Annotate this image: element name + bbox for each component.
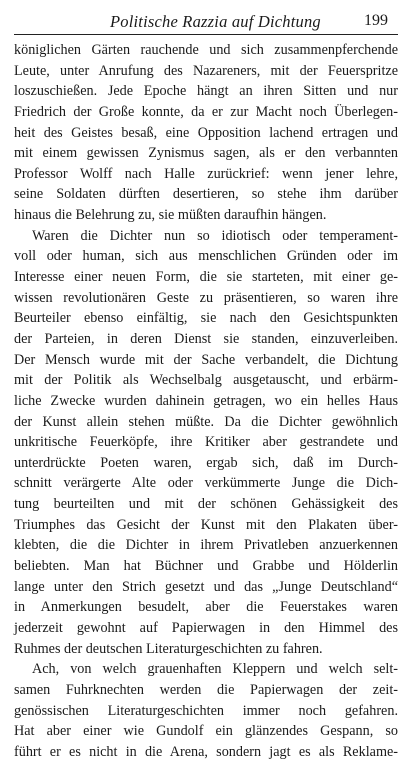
text-line: Leute, unter Anrufung des Nazareners, mit der Feuerspritze [14, 62, 398, 79]
text-line: lange unter den Strich gesetzt und das „Junge Deutschland“ [14, 578, 398, 595]
text-line: Waren die Dichter nun so idiotisch oder temperament- [32, 227, 398, 244]
text-line: Der Mensch wurde mit der Sache verbandelt, die Dichtung [14, 351, 398, 368]
text-line: heit des Geistes besaß, eine Opposition lachend ertragen und [14, 124, 398, 141]
text-line: liche Zwecke wurden dahinein getragen, wo ein helles Haus [14, 392, 398, 409]
text-line: genössischen Literaturgeschichten immer noch gefahren. [14, 702, 398, 719]
body-text [14, 40, 398, 762]
running-title: Politische Razzia auf Dichtung [110, 12, 321, 31]
text-line: Interesse einer neuen Form, die sie starteten, mit einer ge- [14, 269, 398, 286]
page-number: 199 [364, 12, 388, 29]
text-line: in Anmerkungen besudelt, aber die Feuerstakes waren [14, 599, 398, 616]
running-header [14, 12, 398, 35]
text-line: unterdrückte Poeten waren, ergab sich, daß im Durch- [14, 454, 398, 471]
text-line: schnitt verärgerte Alte oder verkümmerte Junge die Dich- [14, 475, 398, 492]
text-line: Ruhmes der deutschen Literaturgeschichten zu fahren. [14, 640, 323, 657]
text-line: der Parteien, in deren Dienst sie standen, einzuverleiben. [14, 330, 398, 347]
text-line: jederzeit gewohnt auf Papierwagen in den Himmel des [14, 619, 398, 636]
text-line: der Kunst allein stehen müßte. Da die Dichter gewöhnlich [14, 413, 398, 430]
text-line: klebten, die die Dichter in ihrem Privatleben anzuerkennen [14, 537, 398, 554]
text-line: Triumphes das Gesicht der Kunst mit den Plakaten über- [14, 516, 398, 533]
text-line: Beurteiler ebenso einfältig, sie nach den Gesichtspunkten [14, 310, 398, 327]
text-line: führt er es nicht in die Arena, sondern jagt es als Reklame- [14, 743, 398, 760]
text-line: wissen revolutionären Geste zu präsentieren, so waren ihre [14, 289, 398, 306]
text-line: seine Soldaten dürften desertieren, so stehe ihm darüber [14, 186, 398, 203]
text-line: tung beurteilten und mit der schönen Gehässigkeit des [14, 496, 398, 513]
text-line: loszuschießen. Jede Epoche hängt an ihren Sitten und nur [14, 83, 398, 100]
text-line: unkritische Feuerköpfe, ihre Kritiker aber gestrandete und [14, 434, 398, 451]
text-line: Ach, von welch grauenhaften Kleppern und welch selt- [32, 661, 398, 678]
text-line: Hat aber einer wie Gundolf ein glänzendes Gespann, so [14, 723, 398, 740]
text-line: beliebten. Man hat Büchner und Grabbe und Hölderlin [14, 558, 398, 575]
text-line: mit einem gewissen Zynismus sagen, als er den verbannten [14, 145, 398, 162]
text-line: königlichen Gärten rauchende und sich zusammenpferchende [14, 42, 398, 58]
text-line: mit der Politik als Wechselbalg ausgetauscht, und erbärm- [14, 372, 398, 389]
text-line: voll oder human, sich aus menschlichen Gründen oder im [14, 248, 398, 265]
text-line: samen Fuhrknechten werden die Papierwagen der zeit- [14, 681, 398, 698]
text-line: Friedrich der Große konnte, da er zur Macht noch Überlegen- [14, 103, 398, 120]
text-line: hinaus die Belehrung zu, sie müßten daraufhin hängen. [14, 207, 327, 224]
text-line: Professor Wolff nach Halle zurückrief: wenn jener lehre, [14, 165, 398, 182]
